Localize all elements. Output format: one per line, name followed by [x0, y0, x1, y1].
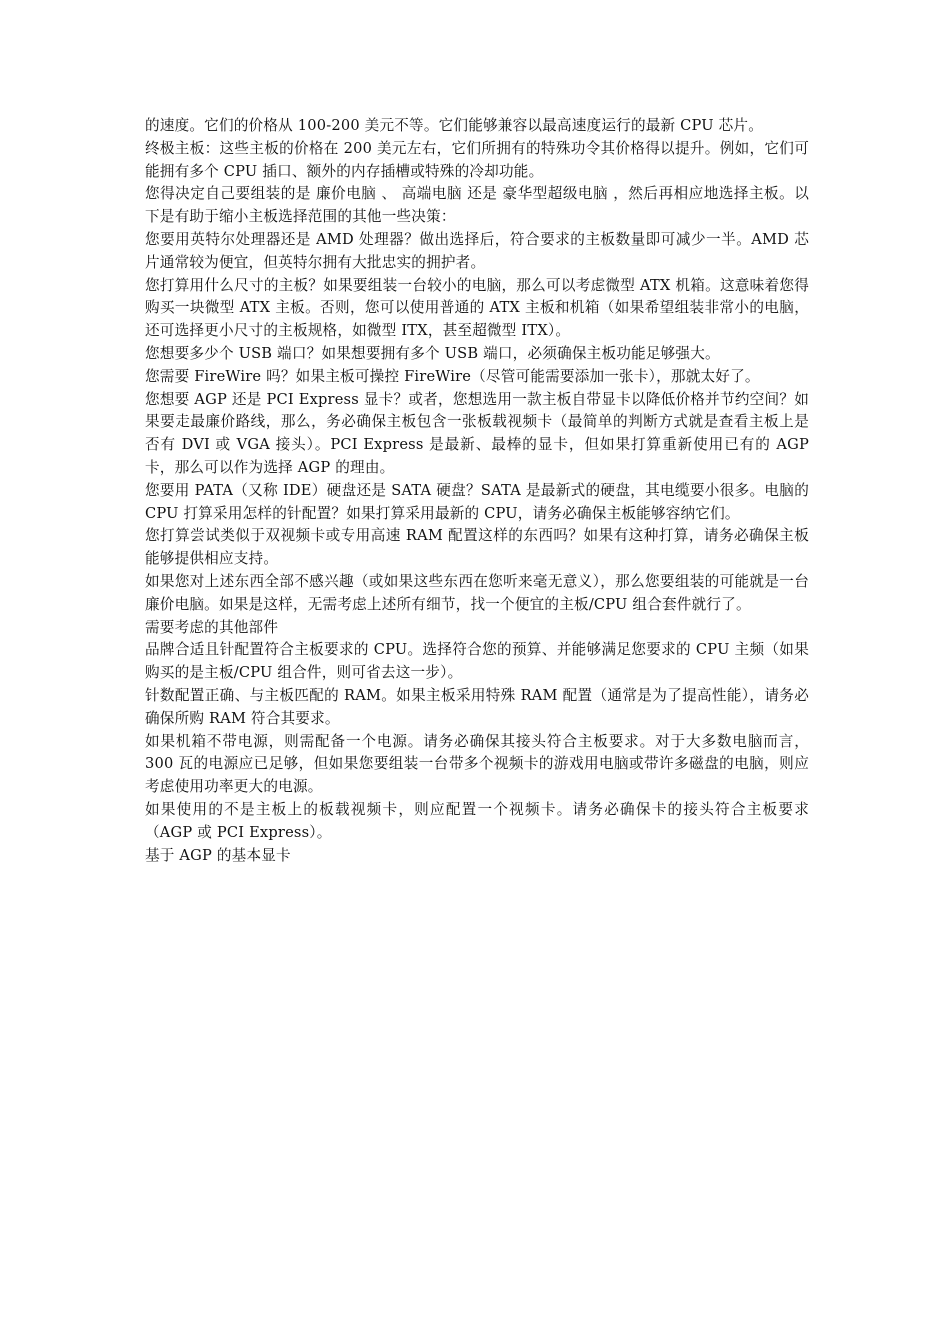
paragraph-11: 如果您对上述东西全部不感兴趣（或如果这些东西在您听来毫无意义），那么您要组装的可能就是一台廉价电脑。如果是这样，无需考虑上述所有细节，找一个便宜的主板/CPU 组合套件就行了。 [145, 572, 809, 613]
paragraph-13: 针数配置正确、与主板匹配的 RAM。如果主板采用特殊 RAM 配置（通常是为了提高性能），请务必确保所购 RAM 符合其要求。 [145, 686, 809, 727]
paragraph-16: 基于 AGP 的基本显卡 [145, 846, 291, 864]
document-body [145, 115, 809, 867]
paragraph-15: 如果使用的不是主板上的板载视频卡，则应配置一个视频卡。请务必确保卡的接头符合主板要求（AGP 或 PCI Express）。 [145, 800, 809, 841]
paragraph-7: 您需要 FireWire 吗？如果主板可操控 FireWire（尽管可能需要添加一张卡），那就太好了。 [145, 367, 760, 385]
paragraph-4: 您要用英特尔处理器还是 AMD 处理器？做出选择后，符合要求的主板数量即可减少一半。AMD 芯片通常较为便宜，但英特尔拥有大批忠实的拥护者。 [145, 230, 809, 271]
paragraph-9: 您要用 PATA（又称 IDE）硬盘还是 SATA 硬盘？SATA 是最新式的硬盘，其电缆要小很多。电脑的 CPU 打算采用怎样的针配置？如果打算采用最新的 CPU，请务必确保主板能够容纳它们。 [145, 481, 809, 522]
paragraph-14: 如果机箱不带电源，则需配备一个电源。请务必确保其接头符合主板要求。对于大多数电脑而言，300 瓦的电源应已足够，但如果您要组装一台带多个视频卡的游戏用电脑或带许多磁盘的电脑，则应考虑使用功率更大的电源。 [145, 732, 809, 796]
paragraph-12: 品牌合适且针配置符合主板要求的 CPU。选择符合您的预算、并能够满足您要求的 CPU 主频（如果购买的是主板/CPU 组合件，则可省去这一步）。 [145, 641, 809, 682]
paragraph-5: 您打算用什么尺寸的主板？如果要组装一台较小的电脑，那么可以考虑微型 ATX 机箱。这意味着您得购买一块微型 ATX 主板。否则，您可以使用普通的 ATX 主板和机箱（如果希望组装非常小的电脑，还可选择更小尺寸的主板规格，如微型 ITX，甚至超微型 ITX）。 [145, 276, 809, 340]
paragraph-3: 您得决定自己要组装的是 廉价电脑 、 高端电脑 还是 豪华型超级电脑 ，然后再相应地选择主板。以下是有助于缩小主板选择范围的其他一些决策： [145, 185, 809, 226]
paragraph-2: 终极主板：这些主板的价格在 200 美元左右，它们所拥有的特殊功令其价格得以提升。例如，它们可能拥有多个 CPU 插口、额外的内存插槽或特殊的冷却功能。 [145, 139, 809, 180]
section-heading: 需要考虑的其他部件 [145, 618, 279, 636]
paragraph-10: 您打算尝试类似于双视频卡或专用高速 RAM 配置这样的东西吗？如果有这种打算，请务必确保主板能够提供相应支持。 [145, 527, 809, 568]
paragraph-1: 的速度。它们的价格从 100-200 美元不等。它们能够兼容以最高速度运行的最新 CPU 芯片。 [145, 117, 764, 134]
paragraph-8: 您想要 AGP 还是 PCI Express 显卡？或者，您想选用一款主板自带显卡以降低价格并节约空间？如果要走最廉价路线，那么，务必确保主板包含一张板载视频卡（最简单的判断方式就是查看主板上是否有 DVI 或 VGA 接头）。PCI Express 是最新、最棒的显卡，但如果打算重新使用已有的 AGP 卡，那么可以作为选择 AGP 的理由。 [145, 390, 809, 476]
paragraph-6: 您想要多少个 USB 端口？如果想要拥有多个 USB 端口，必须确保主板功能足够强大。 [145, 344, 720, 362]
